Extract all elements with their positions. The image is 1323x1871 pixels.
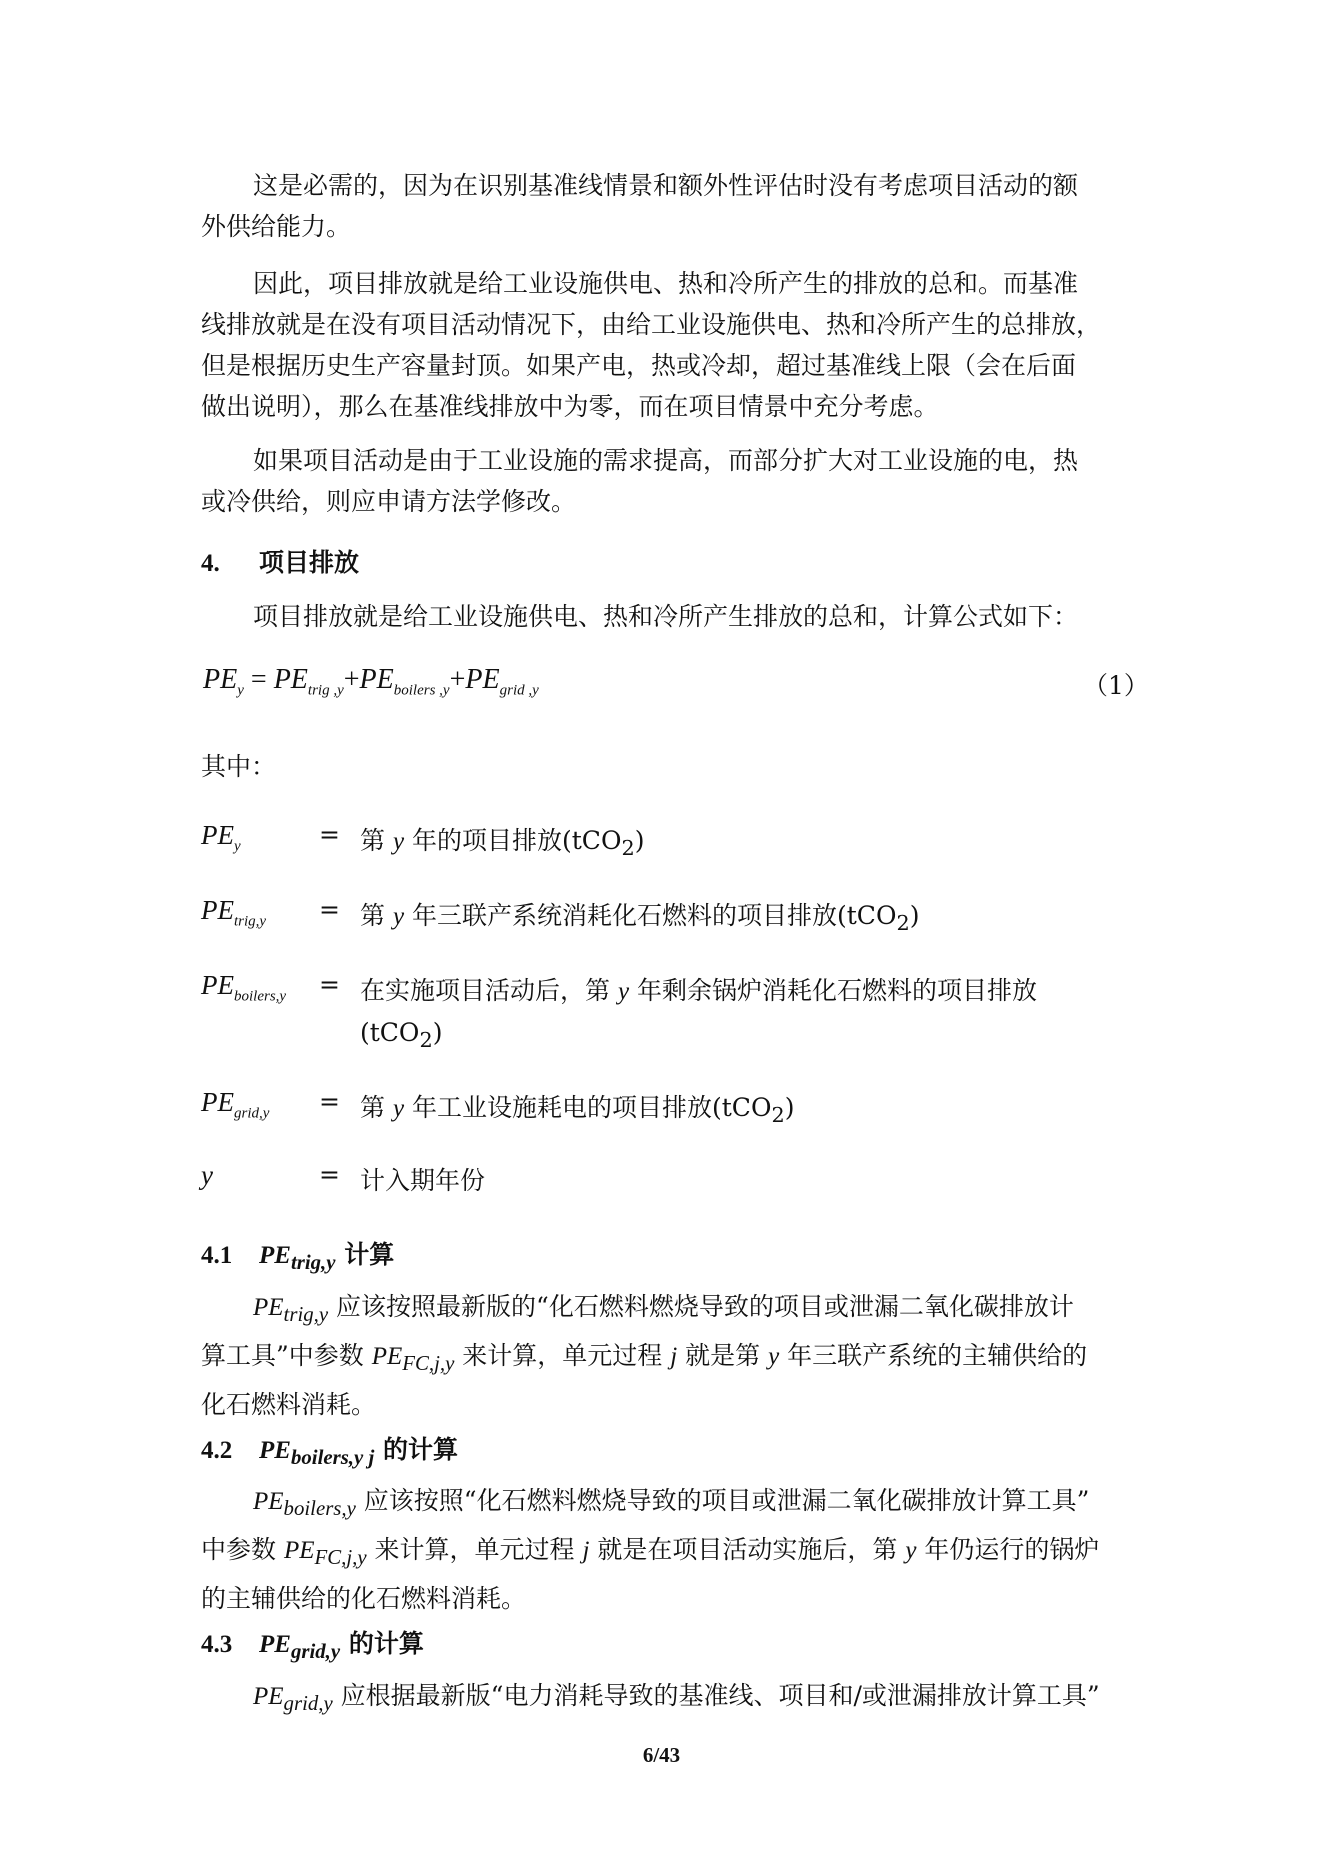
paragraph-line: $PE_{trig,y}$ 应该按照最新版的“化石燃料燃烧导致的项目或泄漏二氧化碳排放计 [253, 1292, 1074, 1326]
variable-description: 第 y 年工业设施耗电的项目排放(tCO$_2$) [360, 1093, 795, 1127]
paragraph-line: 化石燃料消耗。 [201, 1390, 377, 1419]
equation-number: （1） [1083, 671, 1149, 700]
section-symbol-subscript: trig,y [290, 1250, 336, 1274]
paragraph-line: 项目排放就是给工业设施供电、热和冷所产生排放的总和，计算公式如下： [253, 602, 1079, 631]
paragraph-line: 或冷供给，则应申请方法学修改。 [201, 487, 577, 516]
formula-subscript: grid ,y [499, 682, 539, 699]
formula-subscript: y [237, 682, 244, 699]
equals-sign: = [319, 895, 340, 924]
section-symbol: PE [259, 1437, 291, 1464]
variable-definition [201, 820, 1131, 860]
variable-definition [201, 1160, 1131, 1200]
paragraph-line: 中参数 $PE_{FC,j,y}$ 来计算，单元过程 j 就是在项目活动实施后，第 y 年仍运行的锅炉 [201, 1535, 1100, 1569]
section-number: 4.2 [201, 1437, 233, 1464]
section-4-3-text [201, 1675, 1126, 1724]
equals-sign: = [319, 1087, 340, 1116]
variable-symbol: $PE_{trig,y}$ [201, 895, 267, 930]
formula-operator: + [449, 664, 466, 695]
variable-description: 第 y 年的项目排放(tCO$_2$) [360, 826, 645, 860]
paragraph-line: $PE_{boilers,y}$ 应该按照“化石燃料燃烧导致的项目或泄漏二氧化碳排放计算工具” [253, 1486, 1090, 1520]
formula-subscript: trig ,y [307, 682, 344, 699]
section-symbol: PE [259, 1631, 291, 1658]
where-label: 其中： [201, 752, 277, 781]
section-title: 项目排放 [259, 548, 360, 577]
section-number: 4.3 [201, 1631, 233, 1658]
section-4-2-text [201, 1480, 1126, 1619]
formula-term: PE [203, 664, 238, 695]
section-number: 4. [201, 550, 220, 577]
variable-symbol: $PE_{boilers,y}$ [201, 970, 287, 1005]
paragraph-line: 做出说明），那么在基准线排放中为零，而在项目情景中充分考虑。 [201, 392, 939, 421]
section-symbol: PE [259, 1242, 291, 1269]
paragraph-line: 外供给能力。 [201, 212, 352, 241]
section-number: 4.1 [201, 1242, 233, 1269]
equals-sign: = [319, 1160, 340, 1189]
paragraph-1 [201, 165, 1126, 247]
paragraph-3 [201, 440, 1126, 522]
paragraph-line: 因此，项目排放就是给工业设施供电、热和冷所产生的排放的总和。而基准 [253, 269, 1079, 298]
paragraph-line: 算工具”中参数 $PE_{FC,j,y}$ 来计算，单元过程 j 就是第 y 年三联产系统的主辅供给的 [201, 1341, 1088, 1375]
paragraph-line: 这是必需的，因为在识别基准线情景和额外性评估时没有考虑项目活动的额 [253, 171, 1079, 200]
variable-description: 计入期年份 [360, 1166, 486, 1195]
paragraph-2 [201, 263, 1126, 427]
paragraph-line: 的主辅供给的化石燃料消耗。 [201, 1584, 527, 1613]
section-4-1-text [201, 1286, 1126, 1425]
section-heading-4 [201, 543, 359, 579]
section-symbol-subscript: boilers,y j [290, 1445, 375, 1469]
formula-operator: = [243, 664, 274, 695]
section-heading-4-1 [201, 1235, 394, 1275]
paragraph-line: 如果项目活动是由于工业设施的需求提高，而部分扩大对工业设施的电，热 [253, 446, 1079, 475]
formula-term: PE [465, 664, 500, 695]
section-title: 的计算 [374, 1435, 458, 1464]
variable-symbol: $PE_{grid,y}$ [201, 1087, 270, 1122]
variable-definition [201, 1087, 1131, 1127]
paragraph-line: 但是根据历史生产容量封顶。如果产电，热或冷却，超过基准线上限（会在后面 [201, 351, 1077, 380]
section-symbol-subscript: grid,y [290, 1639, 341, 1663]
section-title: 的计算 [340, 1629, 424, 1658]
variable-description: 在实施项目活动后，第 y 年剩余锅炉消耗化石燃料的项目排放 (tCO$_2$) [360, 976, 1038, 1052]
section-heading-4-3 [201, 1624, 424, 1664]
section-4-intro [201, 596, 1126, 637]
equation-1 [203, 664, 539, 700]
variable-definition [201, 970, 1131, 1052]
equals-sign: = [319, 820, 340, 849]
equals-sign: = [319, 970, 340, 999]
section-heading-4-2 [201, 1430, 458, 1470]
formula-subscript: boilers ,y [393, 682, 450, 699]
section-title: 计算 [335, 1240, 395, 1269]
formula-term: PE [273, 664, 308, 695]
variable-symbol: y [201, 1160, 213, 1190]
paragraph-line: 线排放就是在没有项目活动情况下，由给工业设施供电、热和冷所产生的总排放， [201, 310, 1102, 339]
formula-operator: + [343, 664, 360, 695]
page-number: 6/43 [642, 1743, 681, 1767]
paragraph-line: $PE_{grid,y}$ 应根据最新版“电力消耗导致的基准线、项目和/或泄漏排放计算工具” [253, 1681, 1100, 1715]
variable-definition [201, 895, 1131, 935]
formula-term: PE [359, 664, 394, 695]
variable-symbol: $PE_y$ [201, 820, 241, 855]
variable-description: 第 y 年三联产系统消耗化石燃料的项目排放(tCO$_2$) [360, 901, 920, 935]
